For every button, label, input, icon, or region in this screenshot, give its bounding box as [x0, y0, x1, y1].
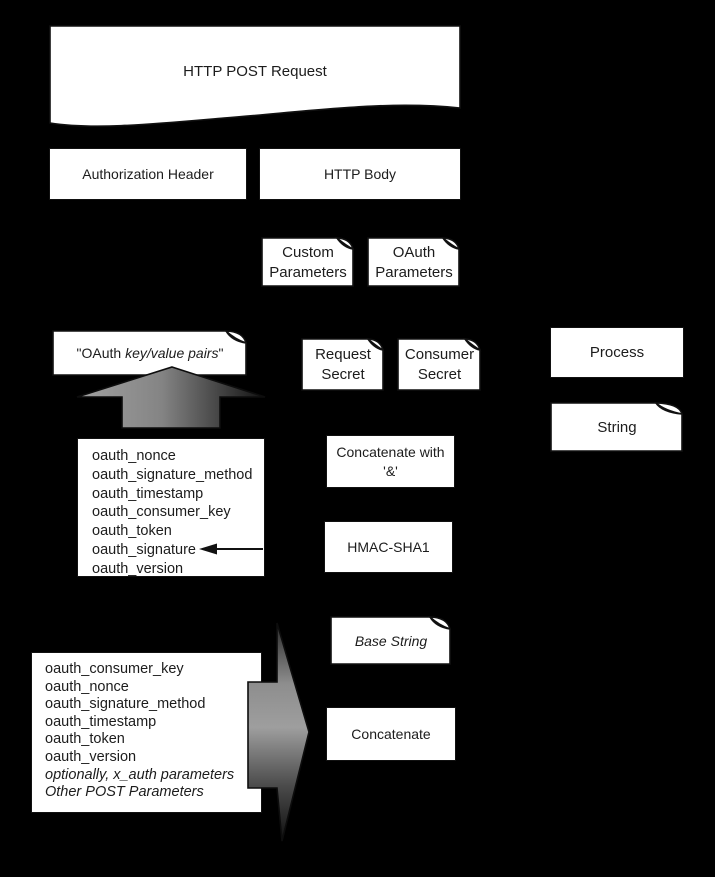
param-item: oauth_version	[45, 748, 137, 765]
hmac-sha1-label: HMAC-SHA1	[347, 538, 430, 555]
consumer-secret-line2: Secret	[417, 366, 462, 383]
node-consumer-secret	[397, 338, 482, 392]
param-item: oauth_consumer_key	[45, 661, 184, 677]
param-item: oauth_token	[45, 731, 125, 748]
concatenate-label: Concatenate	[351, 725, 431, 742]
kv-open-quote: "OAuth	[76, 345, 126, 361]
param-item: oauth_token	[92, 523, 172, 540]
concatenate-with-line2: '&'	[383, 462, 398, 479]
param-item: oauth_nonce	[92, 448, 176, 464]
kv-close-quote: "	[218, 345, 224, 361]
node-concatenate-with-amp	[326, 435, 455, 488]
param-item: oauth_timestamp	[45, 713, 157, 730]
param-item: oauth_consumer_key	[92, 504, 231, 521]
node-oauth-parameters	[367, 237, 461, 288]
signature-left-arrow-icon	[197, 542, 264, 556]
node-http-post-request	[49, 25, 461, 129]
request-secret-line1: Request	[315, 346, 371, 363]
param-item: Other POST Parameters	[45, 784, 204, 801]
string-label: String	[597, 419, 637, 436]
node-concatenate	[326, 707, 456, 761]
right-arrow-icon	[247, 622, 311, 843]
custom-parameters-line1: Custom	[282, 243, 334, 261]
oauth-parameters-line1: OAuth	[392, 243, 436, 261]
param-item: oauth_timestamp	[92, 485, 204, 502]
legend-process	[550, 327, 684, 378]
param-item: optionally, x_auth parameters	[45, 766, 235, 783]
param-item: oauth_signature_method	[45, 696, 206, 713]
http-body-label: HTTP Body	[323, 165, 397, 182]
param-item: oauth_signature	[92, 541, 196, 558]
node-custom-parameters	[261, 237, 355, 288]
kv-italic-text: key/value pairs	[125, 345, 219, 361]
param-item: oauth_nonce	[45, 678, 129, 695]
node-authorization-header	[49, 148, 247, 200]
param-item: oauth_version	[92, 560, 184, 577]
oauth-key-value-pairs-label	[77, 344, 224, 363]
up-arrow-icon	[76, 366, 267, 430]
authorization-header-label: Authorization Header	[82, 165, 214, 182]
legend-string	[550, 402, 684, 453]
node-request-secret	[301, 338, 385, 392]
base-string-label: Base String	[354, 632, 428, 649]
node-hmac-sha1	[324, 521, 453, 573]
base-string-params-list	[31, 652, 262, 813]
http-post-request-label: HTTP POST Request	[183, 63, 327, 80]
node-http-body	[259, 148, 461, 200]
process-label: Process	[589, 344, 645, 361]
param-item: oauth_signature_method	[92, 466, 253, 483]
oauth-parameters-line2: Parameters	[375, 263, 453, 281]
consumer-secret-line1: Consumer	[404, 346, 475, 363]
concatenate-with-line1: Concatenate with	[336, 443, 445, 460]
header-params-list	[77, 438, 265, 577]
node-base-string	[330, 616, 452, 666]
request-secret-line2: Secret	[321, 366, 365, 383]
custom-parameters-line2: Parameters	[269, 263, 347, 281]
